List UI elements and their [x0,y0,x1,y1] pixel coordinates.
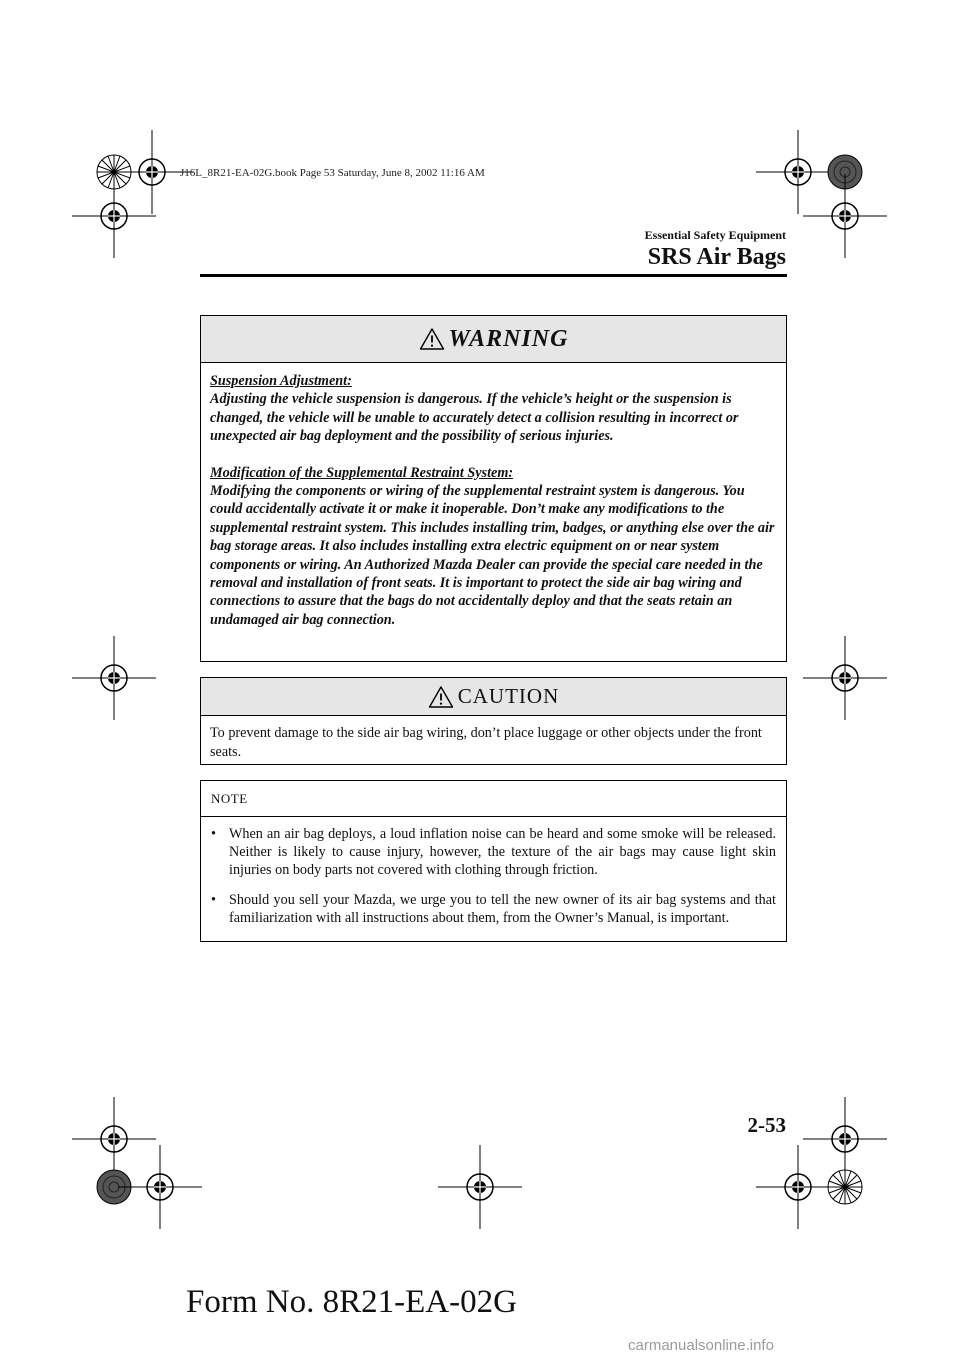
note-item-text: When an air bag deploys, a loud inflation noise can be heard and some smoke will be released. Neither is likely to cause injury, however, the texture of the air bags may cause light skin injuries on body parts not covered with clothing through friction. [229,826,776,879]
crosshair-mark [803,1097,887,1181]
caution-box [200,677,787,765]
note-title: NOTE [201,781,786,817]
crosshair-mark [72,174,156,258]
caution-title: CAUTION [457,684,560,708]
page-number: 2-53 [747,1113,786,1137]
warning-subtitle: Suspension Adjustment: [210,373,352,389]
caution-header [201,678,786,716]
caution-text: To prevent damage to the side air bag wiring, don’t place luggage or other objects under the front seats. [210,725,762,760]
form-number: Form No. 8R21-EA-02G [186,1284,517,1320]
warning-subtitle: Modification of the Supplemental Restraint System: [210,464,514,481]
list-item [211,825,776,880]
page-title: SRS Air Bags [647,244,786,270]
warning-body [201,363,786,629]
warning-triangle-icon [428,685,454,709]
warning-triangle-icon [419,327,445,351]
crosshair-mark [72,636,156,720]
crosshair-mark [118,1145,202,1229]
warning-paragraph: Modifying the components or wiring of the supplemental restraint system is dangerous. You could accidentally activate it or make it inoperable. Don’t make any modifications to the supplemental restraint system. This includes installing trim, badges, or anything else over the air bag storage areas. It also includes installing extra electric equipment on or near system components or wiring. An Authorized Mazda Dealer can provide the special care needed in the removal and installation of front seats. It is important to protect the side air bag wiring and connections to assure that the bags do not accidentally deploy and that the seats retain an undamaged air bag connection. [210,483,775,628]
file-stamp: J16L_8R21-EA-02G.book Page 53 Saturday, June 8, 2002 11:16 AM [180,167,485,179]
note-item-text: Should you sell your Mazda, we urge you to tell the new owner of its air bag systems and that familiarization with all instructions about them, from the Owner’s Manual, is important. [229,891,776,926]
note-box [200,780,787,942]
warning-header [201,316,786,363]
warning-title: WARNING [448,325,569,352]
watermark: carmanualsonline.info [628,1337,774,1354]
warning-paragraph: Adjusting the vehicle suspension is dangerous. If the vehicle’s height or the suspension is changed, the vehicle will be unable to accurately detect a collision resulting in incorrect or unexpected air bag deployment and the possibility of serious injuries. [210,391,739,445]
crosshair-mark [438,1145,522,1229]
crosshair-mark [756,1145,840,1229]
crosshair-mark [803,174,887,258]
sunburst-mark [828,1170,862,1204]
list-item [211,891,776,927]
bullet-icon: • [211,826,216,842]
note-list [201,817,786,927]
bullet-icon: • [211,891,216,908]
warning-box [200,315,787,662]
crosshair-mark [72,1097,156,1181]
crosshair-mark [803,636,887,720]
section-title: Essential Safety Equipment [644,228,786,242]
crosshair-mark [756,130,840,214]
heading-rule [200,274,787,277]
